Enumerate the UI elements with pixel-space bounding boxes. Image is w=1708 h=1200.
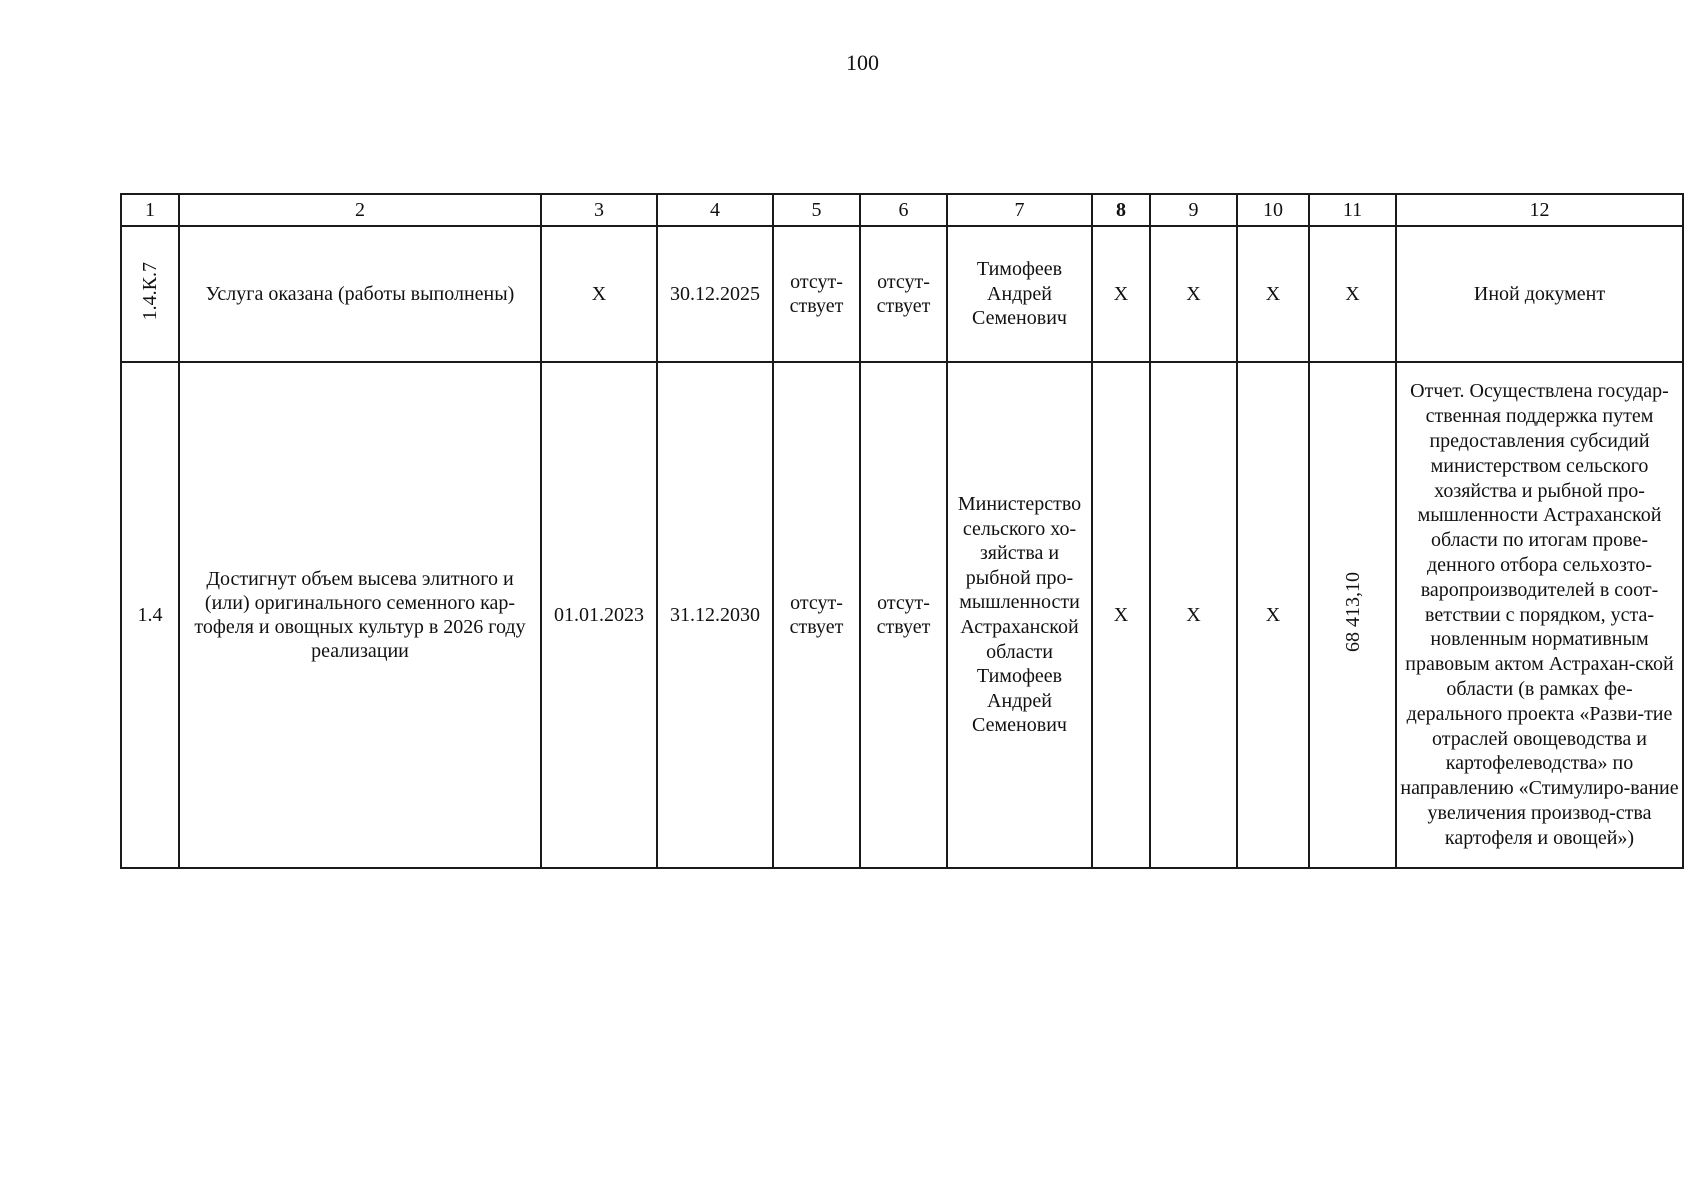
report-note-cell: Отчет. Осуществлена государ-ственная поддержка путем предоставления субсидий министерством сельского хозяйства и рыбной про-мышленности Астраханской области по итогам прове-денного отбора сельхозто-варопроизводителей в соот-ветствии с порядком, уста-новленным нормативным правовым актом Астрахан-ской области (в рамках фе-дерального проекта «Разви-тие отраслей овощеводства и картофелеводства» по направлению «Стимулиро-вание увеличения производ-ства картофеля и овощей») [1396, 362, 1683, 868]
end-date-cell: 30.12.2025 [657, 226, 773, 362]
table-row [121, 226, 1683, 362]
col9-cell: Х [1150, 226, 1237, 362]
col8-cell: Х [1092, 362, 1150, 868]
row-id-cell [121, 226, 179, 362]
col10-cell: Х [1237, 226, 1309, 362]
column-header: 5 [773, 194, 860, 226]
end-date-cell: 31.12.2030 [657, 362, 773, 868]
row-id-cell: 1.4 [121, 362, 179, 868]
row-id: 1.4.К.7 [139, 261, 161, 321]
table-row [121, 362, 1683, 868]
data-table [120, 193, 1684, 869]
start-date-cell: Х [541, 226, 657, 362]
column-header: 3 [541, 194, 657, 226]
column-header: 4 [657, 194, 773, 226]
page-number: 100 [846, 50, 879, 75]
responsible-cell: Тимофеев Андрей Семенович [947, 226, 1092, 362]
amount-cell [1309, 362, 1396, 868]
column-header: 7 [947, 194, 1092, 226]
table-header-row [121, 194, 1683, 226]
col6-cell: отсут-ствует [860, 362, 947, 868]
column-header: 6 [860, 194, 947, 226]
column-header: 11 [1309, 194, 1396, 226]
col10-cell: Х [1237, 362, 1309, 868]
col5-cell: отсут-ствует [773, 362, 860, 868]
column-header: 9 [1150, 194, 1237, 226]
col6-cell: отсут-ствует [860, 226, 947, 362]
col5-cell: отсут-ствует [773, 226, 860, 362]
column-header: 2 [179, 194, 541, 226]
responsible-cell: Министерство сельского хо-зяйства и рыбной про-мышленности Астраханской области Тимофеев Андрей Семенович [947, 362, 1092, 868]
column-header: 8 [1092, 194, 1150, 226]
row-name-cell: Услуга оказана (работы выполнены) [179, 226, 541, 362]
col9-cell: Х [1150, 362, 1237, 868]
col8-cell: Х [1092, 226, 1150, 362]
column-header: 10 [1237, 194, 1309, 226]
column-header: 1 [121, 194, 179, 226]
row-name-cell: Достигнут объем высева элитного и (или) оригинального семенного кар-тофеля и овощных культур в 2026 году реализации [179, 362, 541, 868]
col11-cell: Х [1309, 226, 1396, 362]
start-date-cell: 01.01.2023 [541, 362, 657, 868]
column-header: 12 [1396, 194, 1683, 226]
document-type-cell: Иной документ [1396, 226, 1683, 362]
amount-value: 68 413,10 [1341, 572, 1364, 652]
